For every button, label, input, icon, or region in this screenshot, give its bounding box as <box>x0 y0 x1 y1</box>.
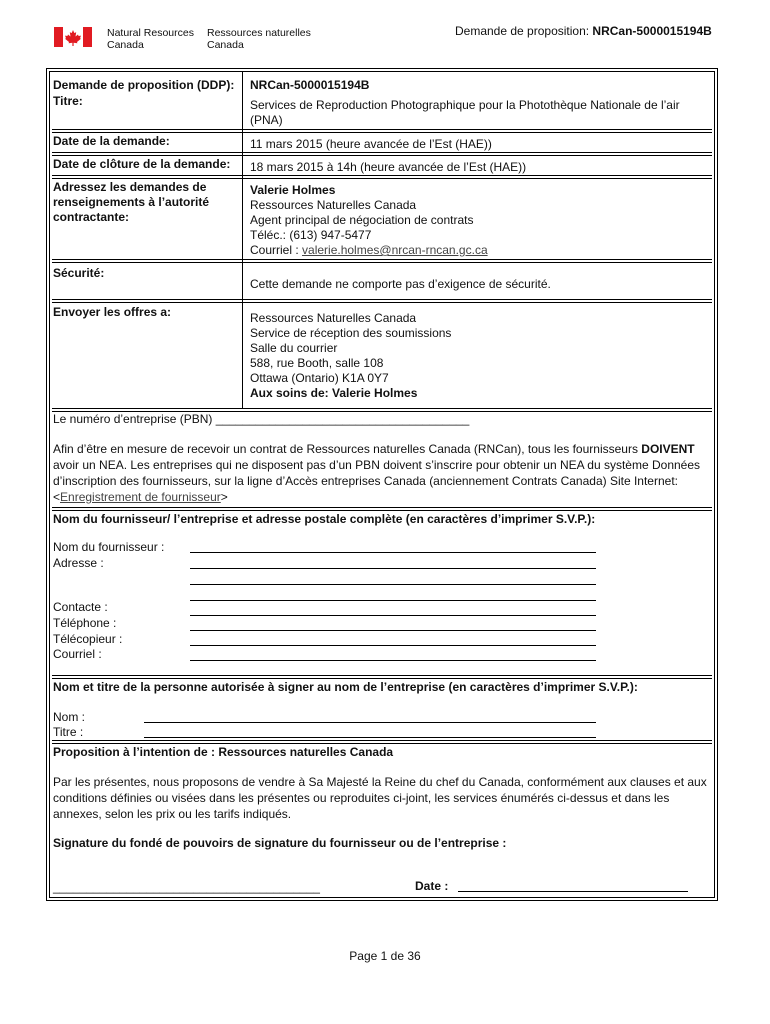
supplier-name-label: Nom du fournisseur : <box>53 540 165 554</box>
signatory-name-label: Nom : <box>53 710 86 724</box>
security-label: Sécurité: <box>53 266 105 280</box>
contact-fax: Téléc.: (613) 947-5477 <box>250 228 372 242</box>
send-offers-label: Envoyer les offres a: <box>53 305 172 319</box>
supplier-address-field-3[interactable] <box>190 600 596 601</box>
supplier-phone-field[interactable] <box>190 630 596 631</box>
request-date-label: Date de la demande: <box>53 134 170 148</box>
closing-date-label: Date de clôture de la demande: <box>53 157 231 171</box>
contact-email-row: Courriel : valerie.holmes@nrcan-rncan.gc.ca <box>250 243 488 257</box>
column-divider <box>242 72 243 408</box>
signatory-title-label: Titre : <box>53 725 84 739</box>
signatory-title-field[interactable] <box>144 737 596 738</box>
title-value: Services de Reproduction Photographique pour la Photothèque Nationale de l’air (PNA) <box>250 98 680 127</box>
rfp-header: Demande de proposition: NRCan-5000015194B <box>455 24 712 38</box>
contact-authority-label: Adressez les demandes de renseignements à l’autorité contractante: <box>53 180 210 224</box>
signature-label: Signature du fondé de pouvoirs de signature du fournisseur ou de l’entreprise : <box>53 836 507 850</box>
contact-name: Valerie Holmes <box>250 183 336 197</box>
canada-flag-icon <box>54 27 92 47</box>
ddp-label: Demande de proposition (DDP): <box>53 78 235 92</box>
supplier-address-field-2[interactable] <box>190 584 596 585</box>
supplier-contact-label: Contacte : <box>53 600 108 614</box>
request-date-value: 11 mars 2015 (heure avancée de l’Est (HAE)) <box>250 137 492 151</box>
send-offers-address: Ressources Naturelles Canada Service de réception des soumissions Salle du courrier 588, rue Booth, salle 108 Ottawa (Ontario) K1A 0Y7 Aux soins de: Valerie Holmes <box>250 311 452 400</box>
date-label: Date : <box>415 879 449 893</box>
security-value: Cette demande ne comporte pas d’exigence de sécurité. <box>250 277 551 291</box>
contact-email-link[interactable]: valerie.holmes@nrcan-rncan.gc.ca <box>302 243 488 257</box>
department-name-en: Natural Resources Canada <box>107 27 194 51</box>
supplier-phone-label: Téléphone : <box>53 616 117 630</box>
ddp-value: NRCan-5000015194B <box>250 78 370 92</box>
supplier-email-label: Courriel : <box>53 647 102 661</box>
contact-role: Agent principal de négociation de contrats <box>250 213 474 227</box>
pbn-explanation: Afin d’être en mesure de recevoir un contrat de Ressources naturelles Canada (RNCan), tous les fournisseurs DOIVENT avoir un NEA. Les entreprises qui ne disposent pas d’un PBN doivent s’inscrire pour obtenir un NEA du système Données d’inscription des fournisseurs, sur la ligne d’Accès entreprises Canada (anciennement Contrats Canada) Site Internet: <Enregistrement de fournisseur> <box>53 442 701 504</box>
signatory-heading: Nom et titre de la personne autorisée à signer au nom de l’entreprise (en caractères d’imprimer S.V.P.): <box>53 680 638 694</box>
supplier-email-field[interactable] <box>190 660 596 661</box>
title-label: Titre: <box>53 94 83 108</box>
supplier-registration-link[interactable]: Enregistrement de fournisseur <box>60 490 221 504</box>
closing-date-value: 18 mars 2015 à 14h (heure avancée de l’Est (HAE)) <box>250 160 527 174</box>
supplier-contact-field[interactable] <box>190 615 596 616</box>
supplier-fax-label: Télécopieur : <box>53 632 123 646</box>
supplier-address-field-1[interactable] <box>190 568 596 569</box>
signature-line[interactable]: ________________________________________ <box>53 880 320 894</box>
supplier-name-field[interactable] <box>190 552 596 553</box>
page-number: Page 1 de 36 <box>349 949 421 963</box>
signature-date-field[interactable] <box>458 891 688 892</box>
contact-org: Ressources Naturelles Canada <box>250 198 417 212</box>
proposal-form <box>46 68 718 901</box>
supplier-address-label: Adresse : <box>53 556 104 570</box>
department-name-fr: Ressources naturelles Canada <box>207 27 311 51</box>
proposal-body: Par les présentes, nous proposons de vendre à Sa Majesté la Reine du chef du Canada, conformément aux clauses et aux conditions définies ou visées dans les présentes ou reproduites ci-joint, les services énumérés ci-dessus et dans les annexes, selon les prix ou les tarifs indiqués. <box>53 775 707 821</box>
supplier-heading: Nom du fournisseur/ l’entreprise et adresse postale complète (en caractères d’imprimer S.V.P.): <box>53 512 596 526</box>
supplier-fax-field[interactable] <box>190 645 596 646</box>
pbn-line: Le numéro d’entreprise (PBN) ______________________________________ <box>53 412 470 426</box>
contact-authority-block <box>250 183 710 258</box>
signatory-name-field[interactable] <box>144 722 596 723</box>
proposal-heading: Proposition à l’intention de : Ressources naturelles Canada <box>53 745 394 759</box>
